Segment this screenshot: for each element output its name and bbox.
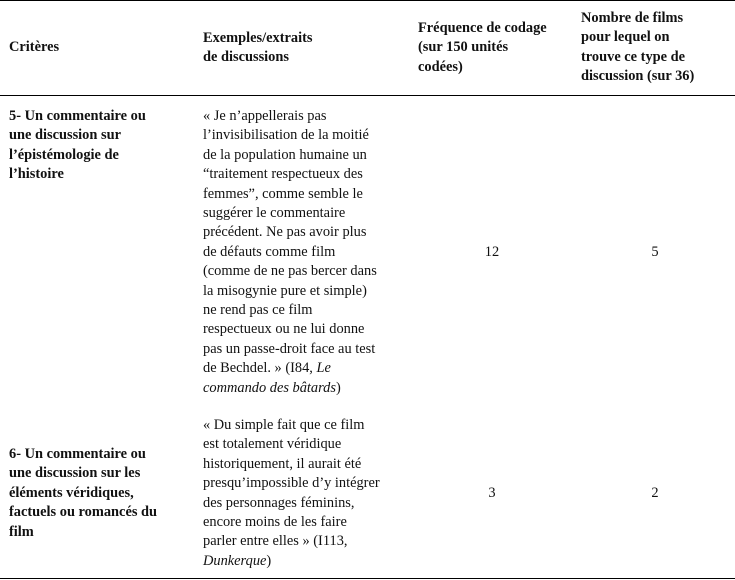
film-title: Dunkerque <box>203 552 267 569</box>
example-text: de Bechdel. » (I84, <box>203 360 317 377</box>
example-line <box>203 552 380 571</box>
criterion-line: factuels ou romancés du <box>9 504 158 521</box>
criterion-line: éléments véridiques, <box>9 484 134 501</box>
criterion-line: 5- Un commentaire ou <box>9 108 146 124</box>
example-line: l’invisibilisation de la moitié <box>203 127 369 144</box>
header-films-line: Nombre de films <box>581 10 684 26</box>
header-films-line: discussion (sur 36) <box>581 68 695 85</box>
header-frequency <box>418 19 547 77</box>
example-line: la misogynie pure et simple) <box>203 282 367 299</box>
example-line: « Du simple fait que ce film <box>203 417 365 433</box>
row-6-criterion <box>9 445 157 542</box>
example-line <box>203 379 377 398</box>
header-examples-line: de discussions <box>203 49 289 66</box>
example-line: de défauts comme film <box>203 243 336 260</box>
example-line: “traitement respectueux des <box>203 166 363 183</box>
criterion-line: 6- Un commentaire ou <box>9 446 146 462</box>
row-6-films: 2 <box>651 485 659 501</box>
example-line: historiquement, il aurait été <box>203 455 362 472</box>
header-films-line: trouve ce type de <box>581 48 686 65</box>
header-films <box>581 9 694 87</box>
table-bottom-rule <box>0 578 735 579</box>
example-line: ne rend pas ce film <box>203 302 313 319</box>
row-5-films: 5 <box>651 244 659 260</box>
header-examples <box>203 29 313 68</box>
criterion-line: l’épistémologie de <box>9 146 119 163</box>
example-line: des personnages féminins, <box>203 494 355 511</box>
example-line: pas un passe-droit face au test <box>203 340 376 357</box>
row-6-frequency: 3 <box>488 485 496 501</box>
example-line: « Je n’appellerais pas <box>203 108 327 124</box>
example-line: est totalement véridique <box>203 436 342 453</box>
example-line: (comme de ne pas bercer dans <box>203 263 377 280</box>
example-line: de la population humaine un <box>203 146 367 163</box>
example-line: précédent. Ne pas avoir plus <box>203 224 367 241</box>
row-5-example <box>203 107 377 398</box>
row-6-example <box>203 416 380 571</box>
header-films-line: pour lequel on <box>581 29 670 46</box>
example-text: ) <box>335 379 341 396</box>
row-5-criterion <box>9 107 146 185</box>
film-title: commando des bâtards <box>203 379 336 396</box>
header-frequency-line: (sur 150 unités <box>418 39 509 56</box>
example-line: encore moins de les faire <box>203 514 347 531</box>
table-top-rule <box>0 0 735 1</box>
film-title: Le <box>316 360 331 377</box>
example-text: ) <box>266 552 272 569</box>
example-line <box>203 359 377 378</box>
criterion-line: film <box>9 523 34 540</box>
header-examples-line: Exemples/extraits <box>203 30 313 46</box>
example-line: respectueux ou ne lui donne <box>203 321 365 338</box>
example-line: suggérer le commentaire <box>203 205 346 222</box>
criterion-line: une discussion sur <box>9 127 121 144</box>
criterion-line: l’histoire <box>9 166 64 183</box>
header-criteria <box>9 38 59 57</box>
header-bottom-rule <box>0 95 735 96</box>
header-frequency-line: Fréquence de codage <box>418 20 547 36</box>
header-criteria-text: Critères <box>9 39 60 55</box>
example-line: parler entre elles » (I113, <box>203 533 348 550</box>
row-5-frequency: 12 <box>484 244 500 260</box>
header-frequency-line: codées) <box>418 58 463 75</box>
example-line: presqu’impossible d’y intégrer <box>203 475 380 492</box>
criterion-line: une discussion sur les <box>9 465 141 482</box>
example-line: femmes”, comme semble le <box>203 185 363 202</box>
